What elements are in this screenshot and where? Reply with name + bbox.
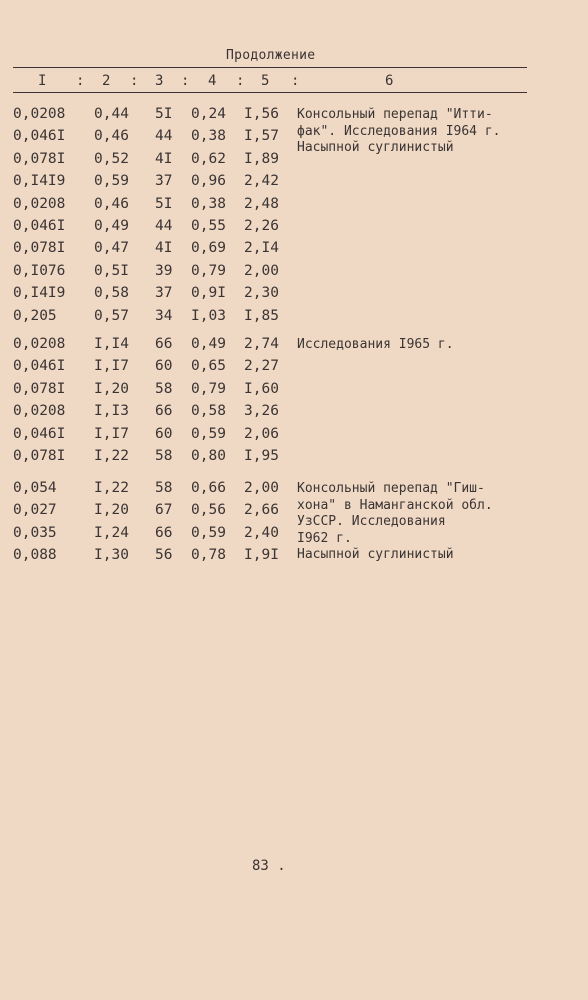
table-cell-col1: 0,035 [13,524,57,541]
table-cell-col3: 58 [155,480,173,496]
table-cell-col1: 0,046I [13,425,66,442]
table-cell-col2: I,24 [94,524,129,541]
table-cell-col5: I,9I [244,547,279,564]
table-cell-col5: 2,26 [244,218,279,234]
table-cell-col4: 0,69 [191,240,226,257]
table-cell-col3: 4I [155,240,173,257]
col-sep: : [76,73,85,89]
table-cell-col2: 0,57 [94,307,129,324]
table-cell-col1: 0,054 [13,480,57,496]
table-cell-col4: 0,66 [191,480,226,496]
table-cell-col4: 0,62 [191,150,226,167]
table-cell-col5: I,85 [244,307,279,324]
table-cell-col5: 2,27 [244,358,279,375]
table-cell-col1: 0,078I [13,380,66,397]
table-cell-col2: I,I7 [94,358,129,375]
group-note-line: Насыпной суглинистый [297,547,454,562]
table-cell-col4: 0,9I [191,285,226,302]
group-note-line: Насыпной суглинистый [297,140,454,155]
table-cell-col3: 60 [155,425,173,442]
table-cell-col4: 0,79 [191,262,226,279]
continuation-heading: Продолжение [226,48,316,63]
table-cell-col1: 0,I4I9 [13,285,66,302]
table-cell-col3: 44 [155,128,173,145]
table-cell-col1: 0,046I [13,358,66,375]
col-sep: : [181,73,190,89]
table-cell-col1: 0,078I [13,150,66,167]
table-cell-col5: 2,48 [244,195,279,212]
header-bottom-rule [13,92,527,93]
table-cell-col1: 0,I076 [13,262,66,279]
table-cell-col4: 0,38 [191,195,226,212]
group-note-line: фак". Исследования I964 г. [297,123,501,139]
table-cell-col5: 2,I4 [244,240,279,257]
table-cell-col2: 0,59 [94,173,129,190]
group-note-line: УзССР. Исследования [297,514,446,529]
table-cell-col1: 0,046I [13,128,66,145]
table-cell-col5: I,89 [244,150,279,167]
table-cell-col1: 0,078I [13,240,66,257]
table-cell-col4: 0,38 [191,128,226,145]
table-cell-col3: 37 [155,173,173,190]
table-cell-col1: 0,078I [13,448,66,464]
table-cell-col1: 0,046I [13,218,66,234]
table-cell-col4: 0,49 [191,336,226,352]
group-note-line: Консольный перепад "Гиш- [297,481,485,496]
col-header-4: 4 [208,73,217,89]
table-cell-col3: 58 [155,448,173,464]
table-cell-col5: 2,30 [244,285,279,302]
table-cell-col3: 67 [155,502,173,519]
group-note-line: Консольный перепад "Итти- [297,107,493,122]
table-cell-col2: 0,46 [94,128,129,145]
page-number: 83 . [252,858,286,874]
col-header-5: 5 [261,73,270,89]
table-cell-col5: 2,40 [244,524,279,541]
col-header-3: 3 [155,73,164,89]
table-cell-col5: 2,66 [244,502,279,519]
table-cell-col2: I,I3 [94,403,129,420]
table-cell-col5: I,57 [244,128,279,145]
table-cell-col4: 0,65 [191,358,226,375]
table-cell-col4: 0,55 [191,218,226,234]
table-cell-col3: 66 [155,403,173,420]
table-cell-col2: I,22 [94,480,129,496]
table-cell-col4: 0,59 [191,524,226,541]
table-cell-col2: 0,49 [94,218,129,234]
table-cell-col1: 0,0208 [13,106,66,122]
table-cell-col3: 4I [155,150,173,167]
table-cell-col5: I,56 [244,106,279,122]
table-cell-col3: 58 [155,380,173,397]
table-cell-col2: I,20 [94,502,129,519]
table-cell-col4: 0,79 [191,380,226,397]
col-header-6: 6 [385,73,394,89]
table-cell-col4: 0,59 [191,425,226,442]
table-cell-col3: 56 [155,547,173,564]
table-cell-col2: 0,52 [94,150,129,167]
table-cell-col3: 37 [155,285,173,302]
table-cell-col4: 0,96 [191,173,226,190]
table-cell-col4: I,03 [191,307,226,324]
table-cell-col5: 2,42 [244,173,279,190]
table-cell-col5: 3,26 [244,403,279,420]
table-cell-col2: 0,44 [94,106,129,122]
table-cell-col4: 0,56 [191,502,226,519]
table-cell-col3: 66 [155,524,173,541]
table-cell-col1: 0,0208 [13,336,66,352]
table-cell-col2: 0,58 [94,285,129,302]
col-sep: : [291,73,300,89]
table-cell-col3: 5I [155,106,173,122]
col-sep: : [236,73,245,89]
table-cell-col1: 0,088 [13,547,57,564]
table-cell-col3: 60 [155,358,173,375]
table-cell-col3: 66 [155,336,173,352]
table-cell-col4: 0,80 [191,448,226,464]
group-note-line: I962 г. [297,530,352,546]
table-cell-col1: 0,0208 [13,195,66,212]
table-cell-col3: 39 [155,262,173,279]
table-cell-col5: I,60 [244,380,279,397]
col-sep: : [130,73,139,89]
table-cell-col2: I,I4 [94,336,129,352]
table-cell-col1: 0,027 [13,502,57,519]
table-cell-col2: 0,46 [94,195,129,212]
table-cell-col3: 5I [155,195,173,212]
group-note-line: Исследования I965 г. [297,337,454,352]
table-cell-col2: I,20 [94,380,129,397]
table-cell-col3: 44 [155,218,173,234]
table-cell-col5: 2,00 [244,262,279,279]
table-cell-col4: 0,58 [191,403,226,420]
table-cell-col2: I,I7 [94,425,129,442]
table-cell-col1: 0,I4I9 [13,173,66,190]
table-cell-col2: I,22 [94,448,129,464]
table-cell-col4: 0,24 [191,106,226,122]
table-cell-col2: I,30 [94,547,129,564]
header-top-rule [13,67,527,68]
table-cell-col4: 0,78 [191,547,226,564]
table-cell-col5: 2,74 [244,336,279,352]
table-cell-col3: 34 [155,307,173,324]
table-cell-col5: 2,06 [244,425,279,442]
col-header-1: I [38,73,47,89]
table-cell-col1: 0,0208 [13,403,66,420]
table-cell-col5: 2,00 [244,480,279,496]
table-cell-col1: 0,205 [13,307,57,324]
group-note-line: хона" в Наманганской обл. [297,497,493,513]
table-cell-col2: 0,47 [94,240,129,257]
col-header-2: 2 [102,73,111,89]
table-cell-col2: 0,5I [94,262,129,279]
table-cell-col5: I,95 [244,448,279,464]
